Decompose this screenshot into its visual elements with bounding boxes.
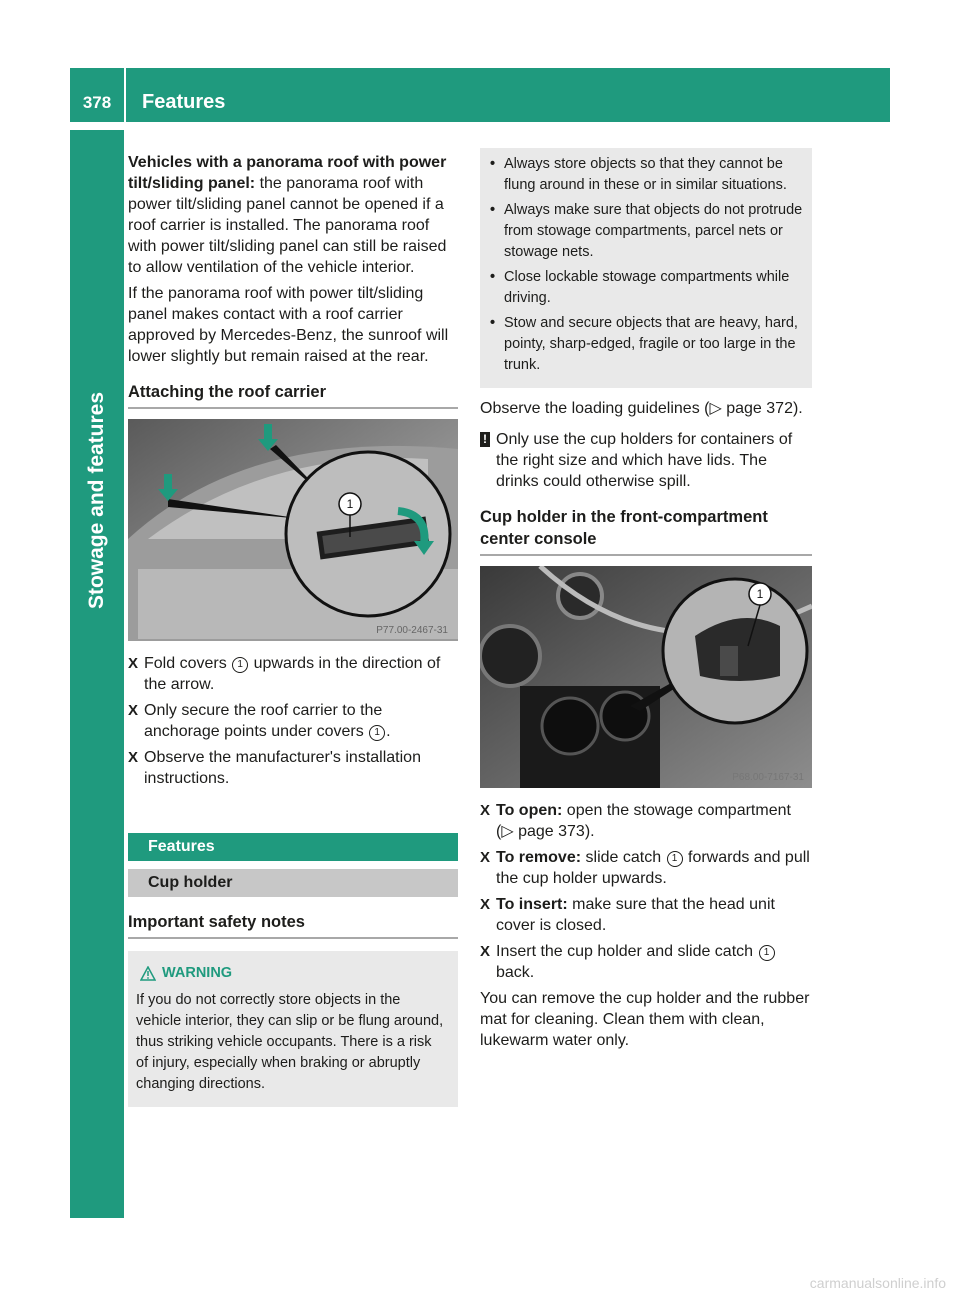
step-text: make sure that the head unit cover is closed. bbox=[496, 896, 775, 934]
warning-label: WARNING bbox=[162, 965, 233, 981]
step-text: Insert the cup holder and slide catch bbox=[496, 943, 758, 960]
panorama-text: the panorama roof with power tilt/sliding panel cannot be opened if a roof carrier is installed. The panorama roof with power tilt/sliding panel can still be raised to allow ventilation of the vehicle interior. bbox=[128, 175, 447, 276]
page-header bbox=[70, 68, 890, 122]
figure1-callout: 1 bbox=[346, 497, 354, 511]
step-text: slide catch bbox=[581, 849, 666, 866]
step-marker: X bbox=[480, 802, 491, 819]
figure2-code: P68.00-7167-31 bbox=[732, 772, 804, 783]
callout-1: 1 bbox=[667, 851, 683, 867]
warning-text: If you do not correctly store objects in the vehicle interior, they can slip or be flung around, thus striking vehicle occupants. There is a risk of injury, especially when braking or abruptly changing directions. bbox=[136, 992, 444, 1092]
roof-carrier-figure bbox=[128, 419, 458, 641]
watermark: carmanualsonline.info bbox=[809, 1275, 946, 1291]
step-item bbox=[480, 941, 812, 983]
note-text: Only use the cup holders for containers of the right size and which have lids. The drinks could otherwise spill. bbox=[496, 431, 793, 490]
cup-holder-illustration bbox=[480, 566, 812, 788]
page-ref-link[interactable]: ▷ page 373 bbox=[501, 823, 585, 840]
figure1-code: P77.00-2467-31 bbox=[376, 625, 448, 636]
callout-1: 1 bbox=[759, 945, 775, 961]
page-ref-link[interactable]: ▷ page 372 bbox=[709, 400, 793, 417]
exclamation-icon: ! bbox=[480, 432, 490, 447]
bullet-item: • Stow and secure objects that are heavy, hard, pointy, sharp-edged, fragile or too large in the trunk. bbox=[490, 315, 798, 373]
callout-1: 1 bbox=[232, 657, 248, 673]
features-band: Features bbox=[128, 833, 458, 861]
step-marker: X bbox=[480, 896, 491, 913]
step-text: Observe the manufacturer's installation instructions. bbox=[144, 749, 421, 787]
panorama-paragraph-2: If the panorama roof with power tilt/sliding panel makes contact with a roof carrier approved by Mercedes-Benz, the sunroof will lower slightly but remain raised at the rear. bbox=[128, 285, 449, 365]
step-item bbox=[128, 653, 458, 695]
roof-carrier-illustration bbox=[128, 419, 458, 641]
loading-guidelines bbox=[480, 398, 812, 419]
step-text-end: forwards and pull the cup holder upwards. bbox=[496, 849, 810, 887]
step-lead: To open: bbox=[496, 802, 563, 819]
bullet-item: • Always make sure that objects do not protrude from stowage compartments, parcel nets or stowage nets. bbox=[490, 202, 803, 260]
page-number: 378 bbox=[70, 68, 126, 122]
step-text-end: upwards in the direction of the arrow. bbox=[144, 655, 441, 693]
right-column bbox=[480, 152, 812, 1056]
step-marker: X bbox=[128, 655, 139, 672]
step-item bbox=[128, 700, 458, 742]
chapter-tab-label: Stowage and features bbox=[85, 391, 109, 609]
step-marker: X bbox=[480, 943, 491, 960]
panorama-paragraph bbox=[128, 152, 458, 278]
bullet-text: Stow and secure objects that are heavy, hard, pointy, sharp-edged, fragile or too large in the trunk. bbox=[504, 315, 798, 373]
bullet-item: • Always store objects so that they cannot be flung around in these or in similar situations. bbox=[490, 156, 787, 193]
bullet-text: Close lockable stowage compartments while driving. bbox=[504, 269, 790, 306]
warning-box bbox=[128, 951, 458, 1107]
warning-title bbox=[140, 963, 446, 984]
step-item bbox=[480, 847, 812, 889]
callout-1: 1 bbox=[369, 725, 385, 741]
loading-text-end: ). bbox=[792, 400, 803, 417]
step-lead: To remove: bbox=[496, 849, 582, 866]
step-text: Fold covers bbox=[144, 655, 232, 672]
step-item bbox=[480, 894, 812, 936]
section-title: Features bbox=[142, 91, 226, 113]
cup-holder-band: Cup holder bbox=[128, 869, 458, 897]
figure2-callout: 1 bbox=[756, 587, 764, 601]
warning-triangle-icon bbox=[140, 966, 156, 981]
step-marker: X bbox=[480, 849, 491, 866]
step-text: open the stowage compartment ( bbox=[496, 802, 791, 840]
panorama-lead: Vehicles with a panorama roof with power tilt/sliding panel: bbox=[128, 154, 447, 192]
chapter-side-tab bbox=[70, 130, 124, 1218]
cup-holder-heading: Cup holder in the front-compartment center console bbox=[480, 506, 812, 556]
step-item bbox=[128, 747, 458, 789]
note-block bbox=[480, 429, 812, 492]
safety-notes-heading: Important safety notes bbox=[128, 911, 458, 939]
step-text: Only secure the roof carrier to the anchorage points under covers bbox=[144, 702, 383, 740]
step-marker: X bbox=[128, 749, 139, 766]
cup-holder-steps bbox=[480, 800, 812, 983]
bullet-text: Always store objects so that they cannot be flung around in these or in similar situations. bbox=[504, 156, 787, 193]
roof-carrier-steps bbox=[128, 653, 458, 789]
step-text-end: ). bbox=[584, 823, 595, 840]
left-column bbox=[128, 152, 458, 1107]
bullet-text: Always make sure that objects do not protrude from stowage compartments, parcel nets or stowage nets. bbox=[504, 202, 803, 260]
step-lead: To insert: bbox=[496, 896, 568, 913]
safety-bullets-box bbox=[480, 148, 812, 388]
step-text-end: back. bbox=[496, 964, 535, 981]
cup-holder-figure bbox=[480, 566, 812, 788]
loading-text: Observe the loading guidelines ( bbox=[480, 400, 710, 417]
closing-paragraph: You can remove the cup holder and the rubber mat for cleaning. Clean them with clean, lukewarm water only. bbox=[480, 990, 810, 1049]
step-marker: X bbox=[128, 702, 139, 719]
bullet-item: • Close lockable stowage compartments while driving. bbox=[490, 269, 790, 306]
step-item bbox=[480, 800, 812, 842]
step-text-end: . bbox=[386, 723, 391, 740]
attach-roof-carrier-heading: Attaching the roof carrier bbox=[128, 381, 458, 409]
